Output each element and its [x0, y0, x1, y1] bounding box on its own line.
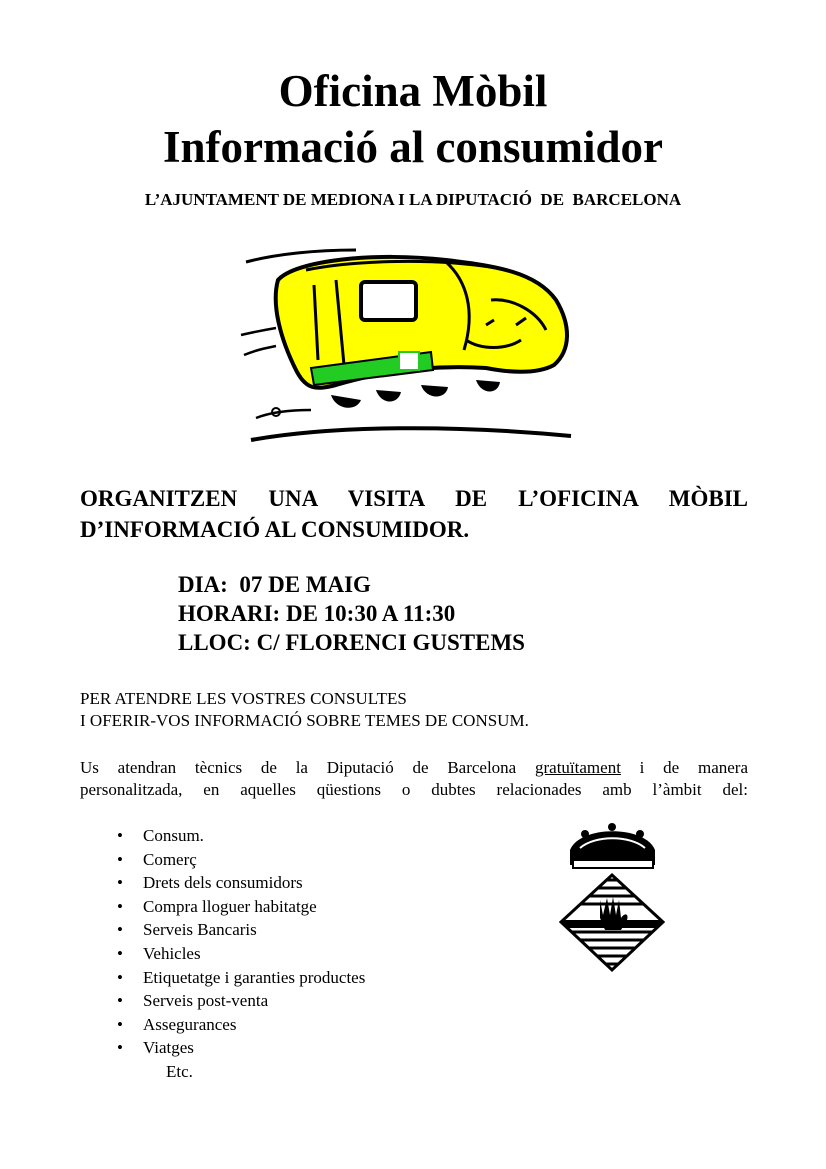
list-item: • Serveis post-venta [80, 989, 365, 1013]
etc-text: Etc. [166, 1062, 193, 1081]
list-item: • Consum. [80, 824, 365, 848]
body-line-1 [80, 757, 748, 779]
list-item: • Viatges [80, 1036, 365, 1060]
list-item: • Etiquetatge i garanties productes [80, 966, 365, 990]
bus-illustration-icon [236, 240, 582, 452]
intro-line-2: I OFERIR-VOS INFORMACIÓ SOBRE TEMES DE CONSUM. [80, 711, 529, 730]
headline-line-1: ORGANITZEN UNA VISITA DE L’OFICINA MÒBIL [80, 486, 748, 511]
headline-line-2: D’INFORMACIÓ AL CONSUMIDOR. [80, 517, 470, 542]
list-item: • Serveis Bancaris [80, 918, 365, 942]
body-line-2: personalitzada, en aquelles qüestions o dubtes relacionades amb l’àmbit del: [80, 780, 748, 799]
subtitle: L’AJUNTAMENT DE MEDIONA I LA DIPUTACIÓ DE BARCELONA [144, 190, 682, 209]
list-item: • Vehicles [80, 942, 365, 966]
coat-of-arms-icon [555, 820, 670, 975]
event-location: LLOC: C/ FLORENCI GUSTEMS [178, 630, 525, 655]
list-item: • Assegurances [80, 1013, 365, 1037]
event-details [178, 570, 525, 657]
list-item: • Comerç [80, 848, 365, 872]
title-line-2: Informació al consumidor [163, 122, 663, 172]
intro-line-1: PER ATENDRE LES VOSTRES CONSULTES [80, 689, 407, 708]
event-schedule: HORARI: DE 10:30 A 11:30 [178, 601, 456, 626]
body-text-1: Us atendran tècnics de la Diputació de Barcelona [80, 758, 535, 777]
body-text-2: i de manera [620, 758, 748, 777]
intro-paragraph [80, 688, 529, 732]
body-paragraph [80, 757, 748, 801]
title-line-1: Oficina Mòbil [278, 66, 548, 116]
event-date: DIA: 07 DE MAIG [178, 572, 371, 597]
list-item: • Drets dels consumidors [80, 871, 365, 895]
list-item: • Compra lloguer habitatge [80, 895, 365, 919]
topics-list [80, 824, 365, 1060]
body-underlined: gratuïtament [535, 758, 621, 777]
